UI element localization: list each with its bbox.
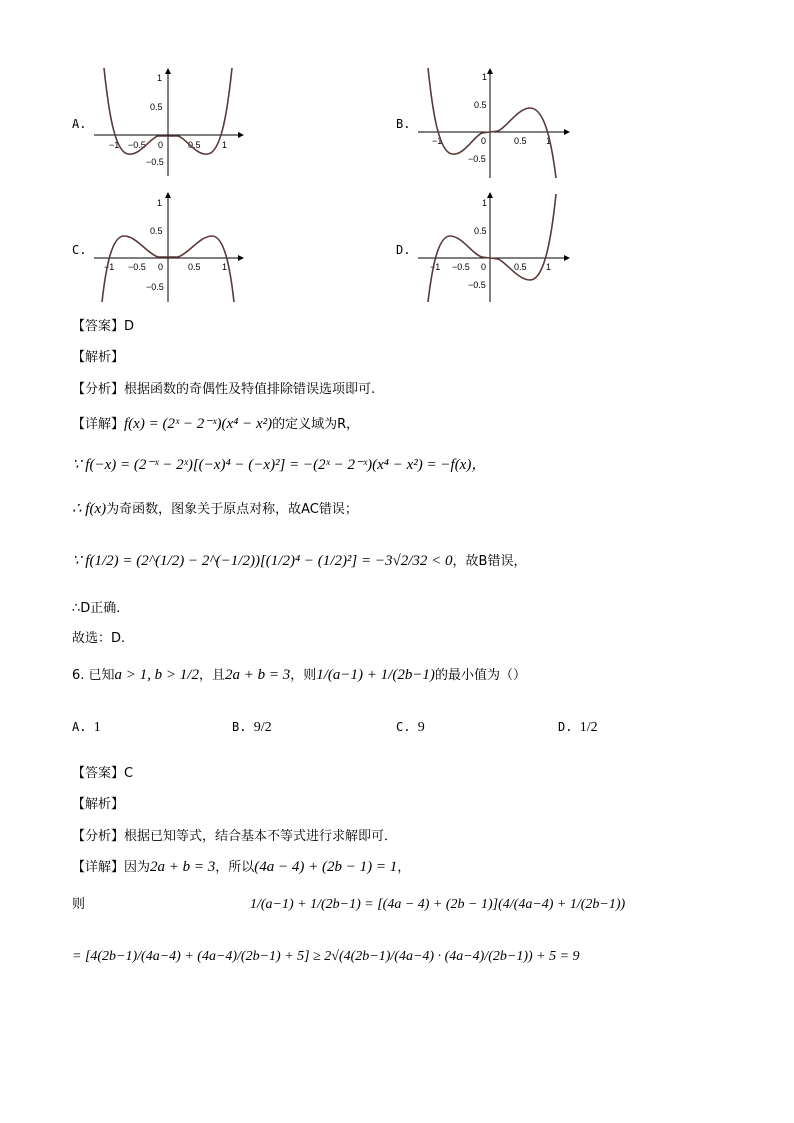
detail-pre: 因为 <box>124 860 151 875</box>
y-axis-arrow <box>165 68 171 74</box>
q5-detail-line2: ∵ f(−x) = (2⁻ˣ − 2ˣ)[(−x)⁴ − (−x)²] = −(2ˣ − 2⁻ˣ)(x⁴ − x²) = −f(x)， <box>72 457 487 473</box>
q6-inequality-line: = [4(2b−1)/(4a−4) + (4a−4)/(2b−1) + 5] ≥ 2√(4(2b−1)/(4a−4) · (4a−4)/(2b−1)) + 5 = 9 <box>72 949 580 964</box>
q6-identity-line: 1/(a−1) + 1/(2b−1) = [(4a − 4) + (2b − 1)](4/(4a−4) + 1/(2b−1)) <box>250 897 626 912</box>
tick-y1: 1 <box>482 198 488 208</box>
q6-expression: 1/(a−1) + 1/(2b−1) <box>316 667 435 683</box>
tick-xn1: −1 <box>104 262 115 272</box>
fenxi-text: 根据函数的奇偶性及特值排除错误选项即可. <box>124 382 376 397</box>
x-axis-arrow <box>564 129 570 135</box>
q5-analysis-heading: 【解析】 <box>72 350 125 365</box>
graph-b <box>412 66 572 182</box>
xiangjie-tag: 【详解】 <box>72 860 125 875</box>
y-axis-arrow <box>165 192 171 198</box>
detail-eq2: (4a − 4) + (2b − 1) = 1 <box>254 859 398 875</box>
q6-option-d <box>558 718 598 737</box>
q6-equation: 2a + b = 3 <box>224 667 291 683</box>
graph-d <box>412 192 572 304</box>
q6-option-a <box>72 718 101 737</box>
option-label: A. <box>72 720 87 734</box>
tick-x1: 1 <box>222 262 228 272</box>
tick-x1: 1 <box>222 140 228 150</box>
fenxi-tag: 【分析】 <box>72 829 125 844</box>
graph-a <box>88 66 248 178</box>
tick-x0: 0 <box>481 262 487 272</box>
option-a-label: A. <box>72 117 87 131</box>
q6-ze: 则 <box>72 897 86 912</box>
option-b-label: B. <box>396 117 411 131</box>
q6-detail-line1 <box>72 858 410 877</box>
q5-conclusion: ∴D正确. <box>72 601 121 616</box>
tick-x05: 0.5 <box>514 262 527 272</box>
fx-expression: ∴ f(x) <box>72 501 107 517</box>
fenxi-tag: 【分析】 <box>72 382 125 397</box>
tick-xn1: −1 <box>432 136 443 146</box>
tick-y1: 1 <box>482 72 488 82</box>
option-d-label: D. <box>396 243 411 257</box>
option-label: B. <box>232 720 247 734</box>
odd-function-text: 为奇函数，图象关于原点对称，故AC错误； <box>106 502 358 517</box>
tick-yn05: −0.5 <box>146 282 164 292</box>
tick-x0: 0 <box>481 136 487 146</box>
q6-stem-post: 的最小值为（） <box>434 668 526 683</box>
tick-y05: 0.5 <box>150 102 163 112</box>
xiangjie-tag: 【详解】 <box>72 417 125 432</box>
option-value: 1 <box>93 720 101 735</box>
tick-y1: 1 <box>157 73 163 83</box>
q6-answer: 【答案】C <box>72 766 134 781</box>
tick-y1: 1 <box>157 198 163 208</box>
graph-c <box>88 192 248 304</box>
tick-x05: 0.5 <box>188 262 201 272</box>
detail-eq1: 2a + b = 3 <box>150 859 216 875</box>
y-axis-arrow <box>487 192 493 198</box>
q5-detail-line1 <box>72 415 359 434</box>
q6-condition: a > 1, b > 1/2 <box>114 667 199 683</box>
tick-xn1: −1 <box>109 140 120 150</box>
q5-answer: 【答案】D <box>72 319 135 334</box>
tick-y05: 0.5 <box>474 100 487 110</box>
q5-detail-line3 <box>72 500 358 519</box>
tick-yn05: −0.5 <box>468 154 486 164</box>
tick-x1: 1 <box>546 262 552 272</box>
f-half-expression: ∵ f(1/2) = (2^(1/2) − 2^(−1/2))[(1/2)⁴ − (1/2)²] = −3√2/32 < 0 <box>72 553 453 569</box>
q6-option-b <box>232 718 272 737</box>
q6-stem-mid2: ，则 <box>290 668 317 683</box>
tick-xn05: −0.5 <box>128 140 146 150</box>
tick-xn05: −0.5 <box>452 262 470 272</box>
domain-text: 的定义域为R， <box>272 417 360 432</box>
tick-yn05: −0.5 <box>468 280 486 290</box>
detail-mid: ，所以 <box>215 860 255 875</box>
q6-analysis-heading: 【解析】 <box>72 797 125 812</box>
y-axis-arrow <box>487 68 493 74</box>
q5-fenxi <box>72 381 375 399</box>
x-axis-arrow <box>238 255 244 261</box>
tick-x1: 1 <box>546 136 552 146</box>
option-value: 9 <box>417 720 425 735</box>
x-axis-arrow <box>238 132 244 138</box>
function-definition: f(x) = (2ˣ − 2⁻ˣ)(x⁴ − x²) <box>124 416 273 432</box>
tick-y05: 0.5 <box>474 226 487 236</box>
q6-stem-mid: ，且 <box>198 668 225 683</box>
option-label: D. <box>558 720 573 734</box>
option-value: 1/2 <box>579 720 598 735</box>
tick-x0: 0 <box>158 262 164 272</box>
x-axis-arrow <box>564 255 570 261</box>
tick-x05: 0.5 <box>514 136 527 146</box>
q6-fenxi <box>72 828 397 846</box>
fenxi-text: 根据已知等式，结合基本不等式进行求解即可． <box>124 829 398 844</box>
tick-y05: 0.5 <box>150 226 163 236</box>
option-label: C. <box>396 720 411 734</box>
q6-stem <box>72 666 526 685</box>
tick-x0: 0 <box>158 140 164 150</box>
tick-xn1: −1 <box>430 262 441 272</box>
q5-detail-line4 <box>72 552 526 571</box>
q5-choice: 故选：D. <box>72 631 126 646</box>
tick-x05: 0.5 <box>188 140 201 150</box>
b-wrong-text: ，故B错误， <box>452 554 527 569</box>
curve <box>428 68 556 178</box>
detail-end: ， <box>397 860 411 875</box>
q6-option-c <box>396 718 425 737</box>
tick-yn05: −0.5 <box>146 157 164 167</box>
curve <box>428 194 556 302</box>
option-value: 9/2 <box>253 720 272 735</box>
tick-xn05: −0.5 <box>128 262 146 272</box>
option-c-label: C. <box>72 243 87 257</box>
q6-stem-pre: 6. 已知 <box>72 668 115 683</box>
